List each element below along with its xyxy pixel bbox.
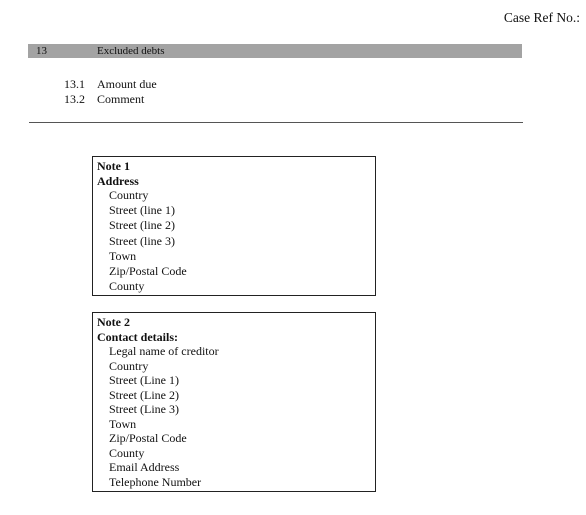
note-field: Street (Line 1) xyxy=(109,373,179,387)
note-subtitle: Contact details: xyxy=(97,329,178,344)
note-title: Note 1 xyxy=(97,159,130,173)
section-items xyxy=(64,77,157,107)
note-field: Town xyxy=(109,248,137,263)
note-field: County xyxy=(109,279,145,294)
section-title: Excluded debts xyxy=(97,45,165,57)
note-field: Legal name of creditor xyxy=(109,344,219,358)
note-title: Note 2 xyxy=(97,315,130,329)
section-item xyxy=(64,92,157,107)
item-label: Comment xyxy=(97,92,145,106)
note-field: Zip/Postal Code xyxy=(109,431,187,445)
note-field: Country xyxy=(109,358,149,373)
section-number: 13 xyxy=(36,45,47,57)
note-field: Town xyxy=(109,416,137,431)
note-field: Telephone Number xyxy=(109,474,202,489)
item-index: 13.2 xyxy=(64,92,85,106)
note-subtitle: Address xyxy=(97,173,139,188)
note-field: County xyxy=(109,445,145,460)
note-field: Email Address xyxy=(109,460,180,474)
section-item xyxy=(64,77,157,92)
item-index: 13.1 xyxy=(64,77,85,91)
note-2-box xyxy=(92,312,376,492)
note-field: Zip/Postal Code xyxy=(109,263,187,278)
note-field: Street (line 3) xyxy=(109,233,175,248)
note-field: Street (Line 3) xyxy=(109,402,179,416)
item-label: Amount due xyxy=(97,77,157,91)
note-field: Street (line 2) xyxy=(109,218,175,233)
note-field: Street (Line 2) xyxy=(109,387,179,402)
section-header-bar xyxy=(28,44,522,58)
note-field: Street (line 1) xyxy=(109,203,175,218)
note-1-box xyxy=(92,156,376,296)
section-divider xyxy=(29,122,523,123)
note-field: Country xyxy=(109,188,149,202)
case-ref-label: Case Ref No.: xyxy=(503,10,580,25)
